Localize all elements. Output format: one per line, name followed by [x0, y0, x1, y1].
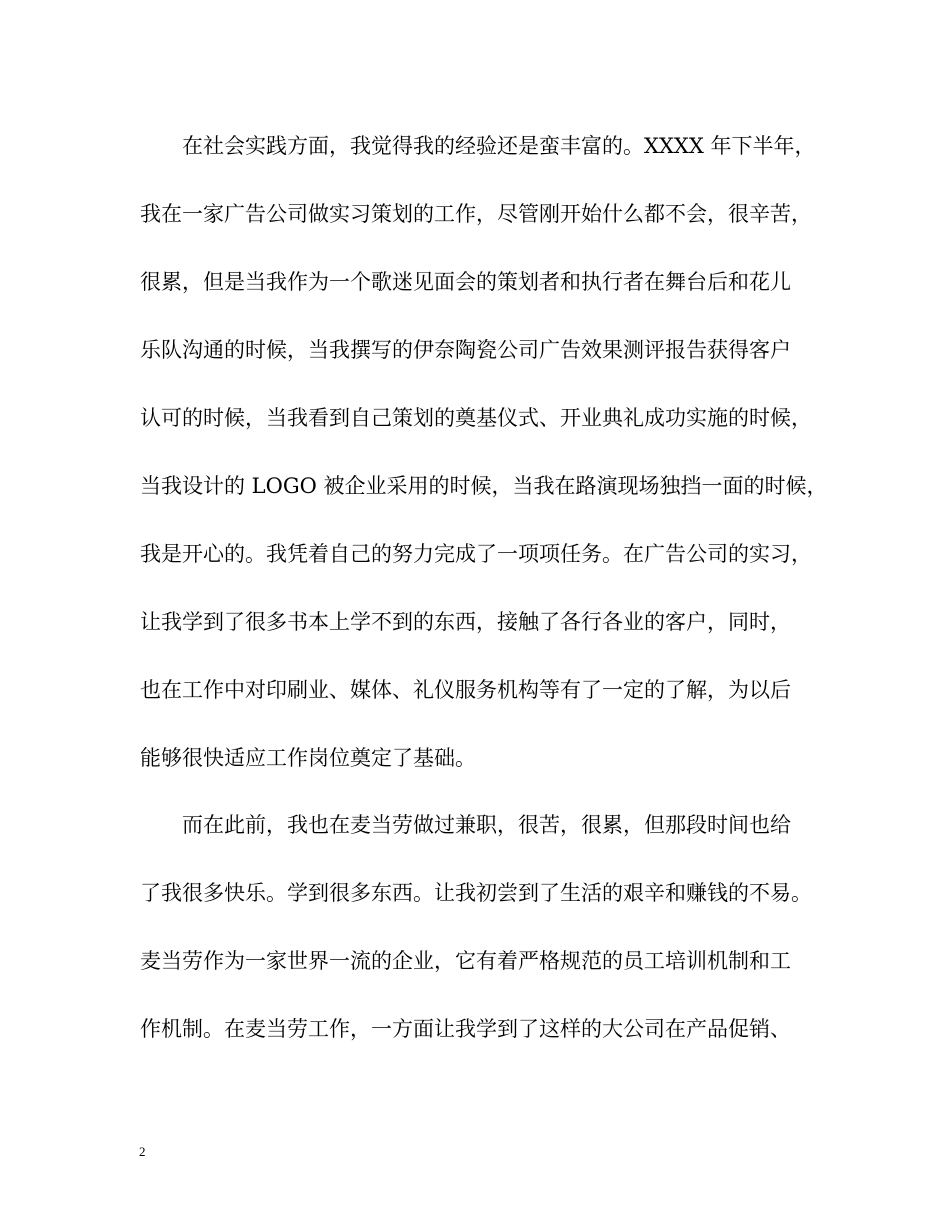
- text-line: 也在工作中对印刷业、媒体、礼仪服务机构等有了一定的了解，为以后: [140, 678, 791, 702]
- text-line: 让我学到了很多书本上学不到的东西，接触了各行各业的客户，同时，: [140, 610, 791, 634]
- text-line: 作机制。在麦当劳工作，一方面让我学到了这样的大公司在产品促销、: [140, 1017, 791, 1041]
- text-line: 很累，但是当我作为一个歌迷见面会的策划者和执行者在舞台后和花儿: [140, 270, 791, 294]
- text-line: 麦当劳作为一家世界一流的企业，它有着严格规范的员工培训机制和工: [140, 949, 791, 973]
- text-line: 而在此前，我也在麦当劳做过兼职，很苦，很累，但那段时间也给: [182, 813, 791, 837]
- text-line: 了我很多快乐。学到很多东西。让我初尝到了生活的艰辛和赚钱的不易。: [140, 881, 812, 905]
- text-line: 我在一家广告公司做实习策划的工作，尽管刚开始什么都不会，很辛苦，: [140, 202, 812, 226]
- text-line: 在社会实践方面，我觉得我的经验还是蛮丰富的。XXXX 年下半年，: [182, 134, 816, 158]
- text-line: 认可的时候，当我看到自己策划的奠基仪式、开业典礼成功实施的时候，: [140, 406, 812, 430]
- page-number: 2: [139, 1144, 146, 1159]
- text-line: 能够很快适应工作岗位奠定了基础。: [140, 746, 476, 770]
- text-line: 我是开心的。我凭着自己的努力完成了一项项任务。在广告公司的实习，: [140, 542, 812, 566]
- text-line: 当我设计的 LOGO 被企业采用的时候，当我在路演现场独挡一面的时候，: [140, 474, 828, 498]
- text-line: 乐队沟通的时候，当我撰写的伊奈陶瓷公司广告效果测评报告获得客户: [140, 338, 791, 362]
